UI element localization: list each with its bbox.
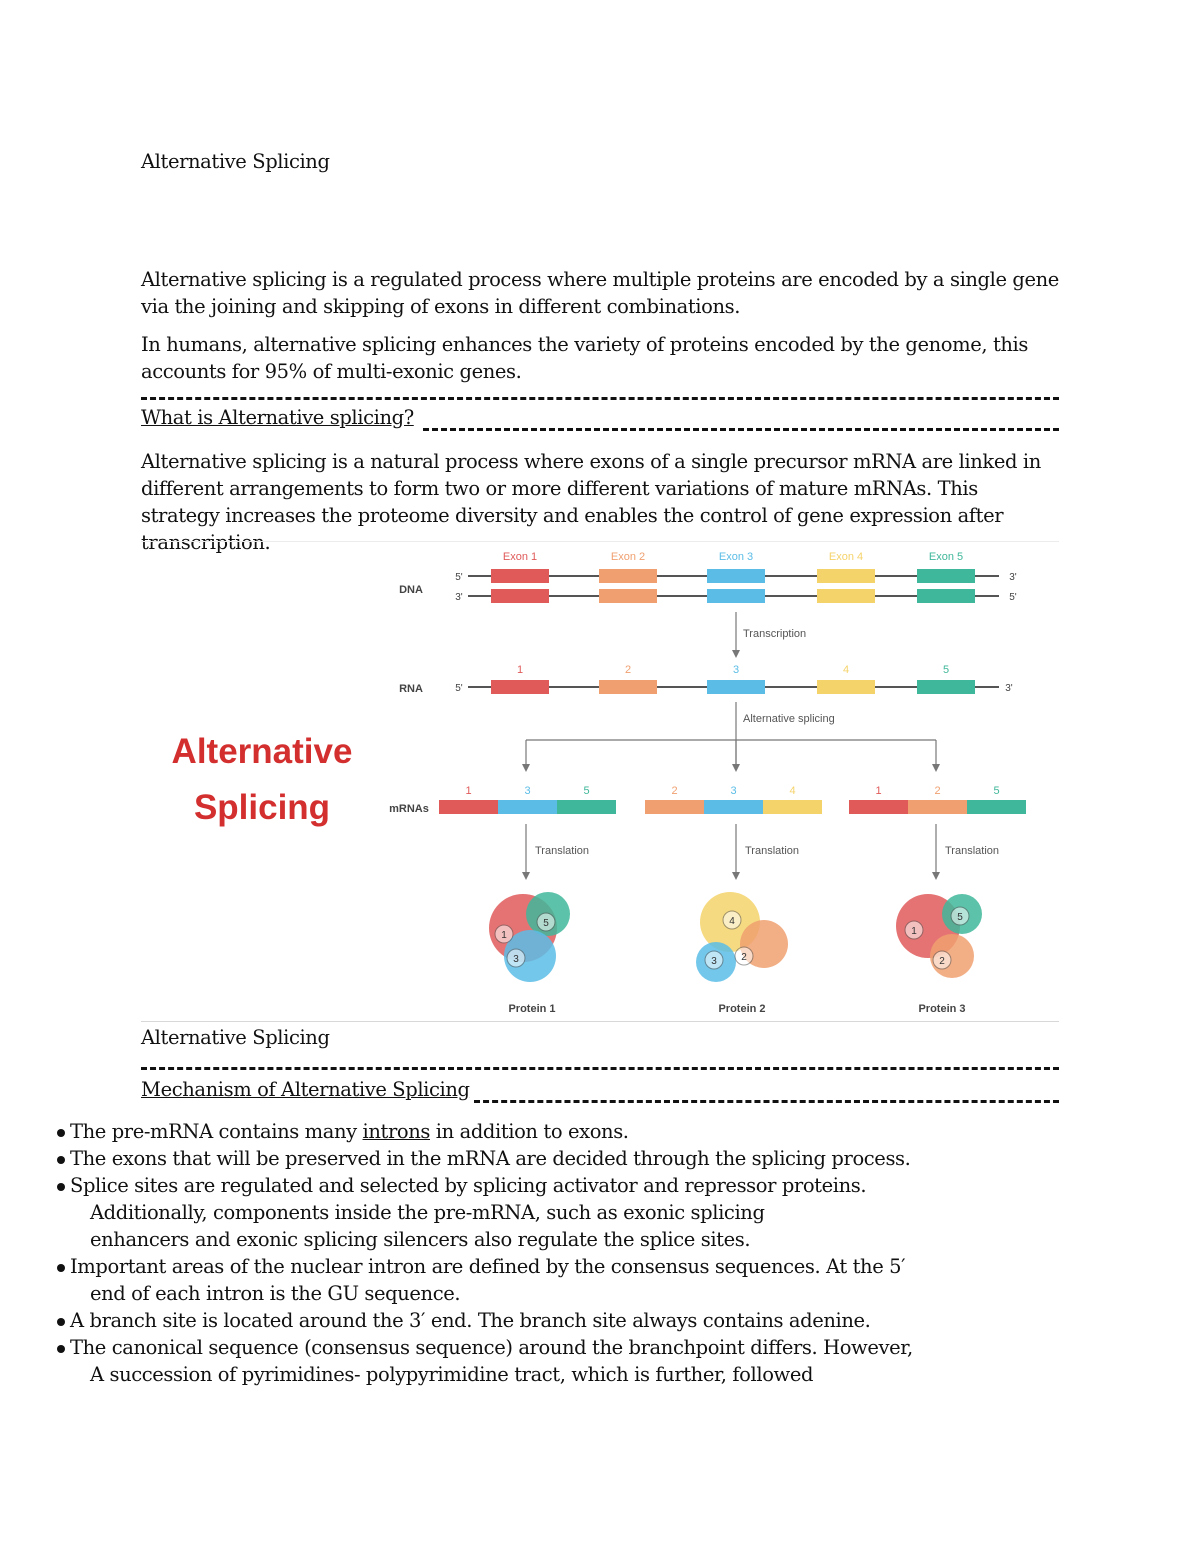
- dna-exon-block: [917, 569, 975, 583]
- bullet-dot: [57, 1318, 65, 1326]
- alternative-splicing-label: Alternative splicing: [743, 713, 835, 725]
- mechanism-bullet-list: [60, 1118, 920, 1388]
- bullet-dot: [57, 1156, 65, 1164]
- section1-body: Alternative splicing is a natural process where exons of a single precursor mRNA are linked in different arrangements to form two or more different variations of mature mRNAs. This strategy increases the proteome diversity and enables the control of gene expression after transcription.: [141, 450, 1041, 554]
- bullet-dot: [57, 1264, 65, 1272]
- section-heading-mechanism: Mechanism of Alternative Splicing: [141, 1078, 470, 1101]
- dna-exon-block: [917, 589, 975, 603]
- introns-link[interactable]: introns: [362, 1120, 430, 1143]
- exon-label: Exon 2: [610, 551, 646, 563]
- dna-exon-block: [817, 569, 875, 583]
- mrna-exon-block: [439, 800, 498, 814]
- dna-exon-block: [707, 589, 765, 603]
- bullet-text: in addition to exons.: [430, 1120, 629, 1143]
- transcription-label: Transcription: [743, 628, 807, 640]
- rna-label: RNA: [399, 683, 423, 695]
- bullet-text: Important areas of the nuclear intron are defined by the consensus sequences. At the 5′: [70, 1255, 906, 1278]
- translation-label: Translation: [745, 845, 800, 857]
- prime-label: 3': [1005, 683, 1013, 694]
- exon-label: Exon 3: [718, 551, 754, 563]
- bullet-text: A branch site is located around the 3′ end. The branch site always contains adenine.: [70, 1309, 871, 1332]
- bullet-item: [60, 1145, 920, 1172]
- arrow-head: [522, 764, 530, 772]
- prime-label: 5': [1009, 592, 1017, 603]
- alternative-splicing-figure: [141, 541, 1059, 1022]
- document-title: Alternative Splicing: [141, 150, 330, 173]
- prime-label: 5': [455, 683, 463, 694]
- figure-title-line2: Splicing: [193, 788, 331, 827]
- rna-exon-number: 4: [842, 664, 850, 676]
- rna-exon-block: [817, 680, 875, 694]
- mrna-exon-number: 4: [789, 785, 796, 797]
- protein-domain-number: 4: [729, 916, 735, 927]
- rna-exon-block: [707, 680, 765, 694]
- exon-label: Exon 4: [828, 551, 864, 563]
- protein-domain-number: 1: [911, 926, 917, 937]
- bullet-continuation: Additionally, components inside the pre-mRNA, such as exonic splicing enhancers and exonic splicing silencers also regulate the splice sites.: [90, 1201, 765, 1251]
- bullet-text: Splice sites are regulated and selected by splicing activator and repressor proteins.: [70, 1174, 867, 1197]
- rna-exon-number: 1: [516, 664, 524, 676]
- arrow-head: [932, 872, 940, 880]
- bullet-item: [60, 1172, 920, 1253]
- intro-paragraph-2: In humans, alternative splicing enhances the variety of proteins encoded by the genome, this accounts for 95% of multi-exonic genes.: [141, 333, 1028, 383]
- protein-label: Protein 1: [508, 1003, 556, 1015]
- bullet-continuation: A succession of pyrimidines- polypyrimidine tract, which is further, followed: [90, 1363, 814, 1386]
- bullet-continuation: end of each intron is the GU sequence.: [90, 1282, 461, 1305]
- bullet-item: [60, 1118, 920, 1145]
- section-heading-what-is: What is Alternative splicing?: [141, 406, 414, 429]
- section-divider: [423, 428, 1059, 431]
- mrna-exon-block: [763, 800, 822, 814]
- translation-label: Translation: [535, 845, 590, 857]
- protein-domain-number: 2: [741, 952, 747, 963]
- mrna-exon-number: 5: [993, 785, 1000, 797]
- mrna-exon-number: 2: [934, 785, 941, 797]
- arrow-head: [732, 872, 740, 880]
- protein-domain-number: 3: [513, 954, 519, 965]
- mrna-exon-block: [967, 800, 1026, 814]
- bullet-text: The canonical sequence (consensus sequence) around the branchpoint differs. However,: [70, 1336, 913, 1359]
- bullet-dot: [57, 1183, 65, 1191]
- mrna-exon-number: 3: [730, 785, 737, 797]
- intro-paragraph-1: Alternative splicing is a regulated process where multiple proteins are encoded by a single gene via the joining and skipping of exons in different combinations.: [141, 268, 1059, 318]
- mrna-label: mRNAs: [389, 803, 429, 815]
- protein-domain-number: 2: [939, 956, 945, 967]
- protein-domain-number: 1: [501, 930, 507, 941]
- bullet-item: [60, 1334, 920, 1388]
- mrna-exon-number: 5: [583, 785, 590, 797]
- dna-exon-block: [491, 589, 549, 603]
- bullet-item: [60, 1253, 920, 1307]
- rna-exon-number: 5: [942, 664, 950, 676]
- mrna-exon-number: 2: [671, 785, 678, 797]
- mrna-exon-block: [704, 800, 763, 814]
- section-divider: [474, 1100, 1059, 1103]
- protein-domain-number: 3: [711, 956, 717, 967]
- section-divider: [141, 1067, 1059, 1070]
- mrna-exon-block: [498, 800, 557, 814]
- prime-label: 3': [1009, 572, 1017, 583]
- rna-exon-block: [491, 680, 549, 694]
- dna-exon-block: [707, 569, 765, 583]
- figure-title-line1: Alternative: [171, 732, 353, 771]
- prime-label: 5': [455, 572, 463, 583]
- mrna-exon-number: 1: [465, 785, 472, 797]
- arrow-head: [732, 764, 740, 772]
- bullet-text: The exons that will be preserved in the mRNA are decided through the splicing process.: [70, 1147, 911, 1170]
- protein-label: Protein 2: [718, 1003, 766, 1015]
- mrna-exon-block: [557, 800, 616, 814]
- bullet-dot: [57, 1129, 65, 1137]
- dna-exon-block: [599, 569, 657, 583]
- rna-exon-number: 3: [732, 664, 740, 676]
- dna-exon-block: [599, 589, 657, 603]
- rna-exon-block: [917, 680, 975, 694]
- dna-label: DNA: [399, 584, 423, 596]
- figure-caption: Alternative Splicing: [141, 1026, 330, 1049]
- protein-domain-number: 5: [543, 918, 549, 929]
- section-divider: [141, 397, 1059, 400]
- mrna-exon-block: [645, 800, 704, 814]
- protein-domain-number: 5: [957, 912, 963, 923]
- arrow-head: [732, 650, 740, 658]
- arrow-head: [522, 872, 530, 880]
- prime-label: 3': [455, 592, 463, 603]
- arrow-head: [932, 764, 940, 772]
- translation-label: Translation: [945, 845, 1000, 857]
- protein-label: Protein 3: [918, 1003, 966, 1015]
- exon-label: Exon 1: [502, 551, 538, 563]
- bullet-text: The pre-mRNA contains many: [70, 1120, 363, 1143]
- exon-label: Exon 5: [928, 551, 964, 563]
- mrna-exon-block: [849, 800, 908, 814]
- dna-exon-block: [491, 569, 549, 583]
- rna-exon-number: 2: [624, 664, 632, 676]
- dna-exon-block: [817, 589, 875, 603]
- mrna-exon-number: 1: [875, 785, 882, 797]
- splicing-diagram: [141, 542, 1059, 1021]
- rna-exon-block: [599, 680, 657, 694]
- mrna-exon-block: [908, 800, 967, 814]
- mrna-exon-number: 3: [524, 785, 531, 797]
- bullet-item: [60, 1307, 920, 1334]
- bullet-dot: [57, 1345, 65, 1353]
